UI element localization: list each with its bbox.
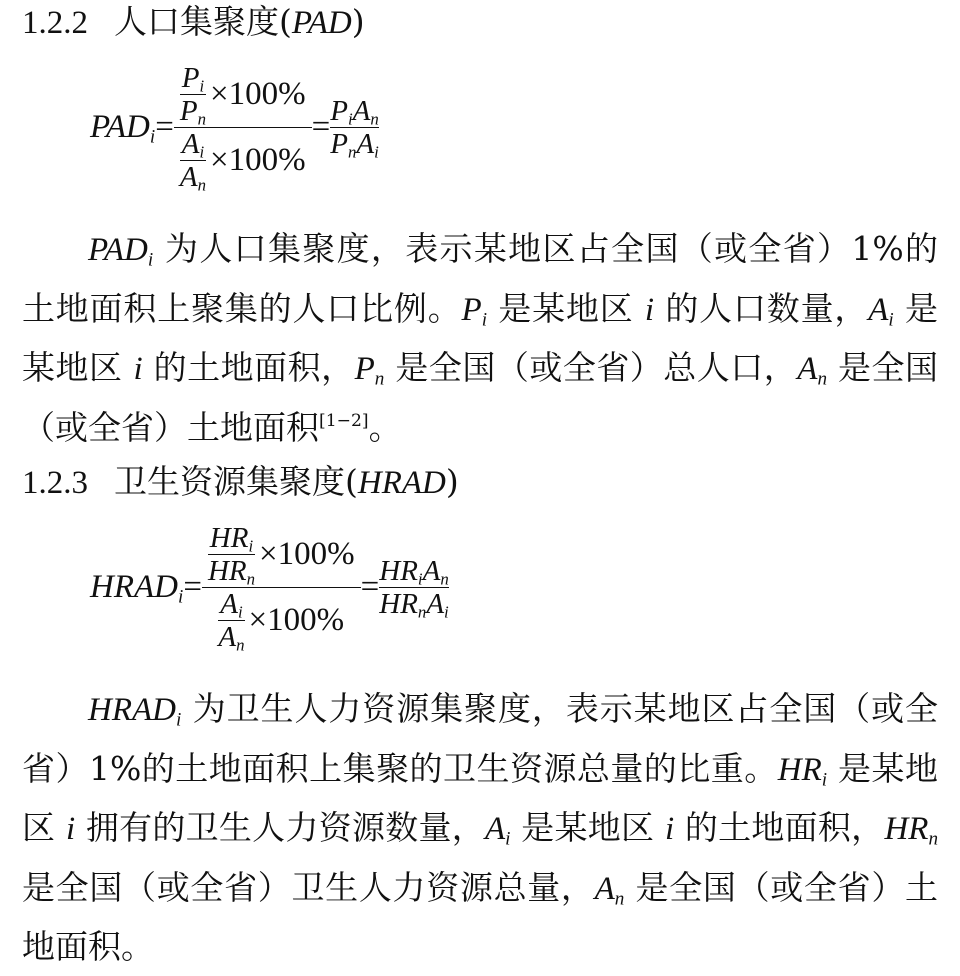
eq-rhs-fraction: $\frac{HR_iA_n}{HR_nA_i}$ (379, 555, 449, 622)
paragraph-pad: $PAD_i$ 为人口集聚度，表示某地区占全国（或全省）1%的土地面积上聚集的人口比例。$P_i$ 是某地区 i 的人口数量，$A_i$ 是某地区 i 的土地面积，$P_n$ 是全国（或全省）总人口，$A_n$ 是全国（或全省）土地面积[1−2]。 (22, 229, 939, 447)
section-heading-pad (22, 2, 365, 43)
open-paren: ( (345, 462, 358, 501)
close-paren: ) (445, 462, 459, 501)
eq-frac-p: $\frac{P_i}{P_n}$ (179, 62, 206, 129)
term-pad: $PAD_i$ (88, 232, 154, 271)
equation-pad (90, 62, 379, 193)
eq-times-100: ×100% (209, 76, 306, 112)
eq-times-100-den: ×100% (209, 142, 306, 178)
term-a-i: $A_i$ (868, 291, 894, 330)
term-hr-i: $HR_i$ (777, 751, 828, 790)
equation-hrad (90, 522, 449, 653)
eq-frac-hr: $\frac{HR_i}{HR_n}$ (207, 522, 256, 589)
eq-times-100-den: ×100% (248, 602, 345, 638)
term-a-n: $A_n$ (797, 351, 828, 390)
eq-equals-2: = (311, 109, 331, 145)
term-hr-n: $HR_n$ (884, 811, 938, 850)
section-number: 1.2.2 (22, 5, 88, 41)
text: 为卫生人力资源集聚度，表示某地区占全国（或全省）1%的土地面积上集聚的卫生资源总量的比重。 (22, 689, 938, 788)
section-heading-hrad (22, 462, 459, 503)
eq-times-100: ×100% (259, 536, 355, 572)
eq-equals: = (155, 109, 174, 145)
term-p-i: $P_i$ (461, 291, 488, 330)
section-abbr: PAD (291, 5, 352, 41)
citation-ref[interactable]: [1−2] (319, 410, 369, 431)
term-p-n: $P_n$ (354, 351, 385, 390)
eq-equals-2: = (360, 569, 380, 605)
section-number: 1.2.3 (22, 465, 88, 501)
text: 为人口集聚度，表示某地区占全国（或全省）1%的土地面积上聚集的人口比例。 (22, 229, 938, 328)
term-hrad: $HRAD_i$ (88, 692, 182, 731)
eq-main-fraction (174, 62, 312, 193)
close-paren: ) (351, 2, 365, 41)
eq-rhs-fraction: $\frac{P_iA_n}{P_nA_i}$ (330, 95, 379, 162)
paragraph-hrad: $HRAD_i$ 为卫生人力资源集聚度，表示某地区占全国（或全省）1%的土地面积上集聚的卫生资源总量的比重。$HR_i$ 是某地区 i 拥有的卫生人力资源数量，$A_i$ 是某地区 i 的土地面积，$HR_n$ 是全国（或全省）卫生人力资源总量，$A_n$ 是全国（或全省）土地面积。 (22, 689, 938, 966)
section-abbr: HRAD (357, 465, 446, 501)
eq-main-fraction (202, 522, 361, 653)
eq-lhs: $HRAD_i$ (90, 569, 184, 608)
term-a-i: $A_i$ (484, 811, 511, 850)
term-a-n: $A_n$ (594, 870, 625, 909)
eq-frac-a: $\frac{A_i}{A_n}$ (179, 128, 206, 195)
section-title: 卫生资源集聚度 (114, 462, 345, 501)
open-paren: ( (279, 2, 292, 41)
eq-equals: = (183, 569, 202, 605)
eq-lhs: $PAD_i$ (90, 109, 156, 148)
section-title: 人口集聚度 (114, 2, 279, 41)
eq-frac-a: $\frac{A_i}{A_n}$ (218, 588, 245, 655)
